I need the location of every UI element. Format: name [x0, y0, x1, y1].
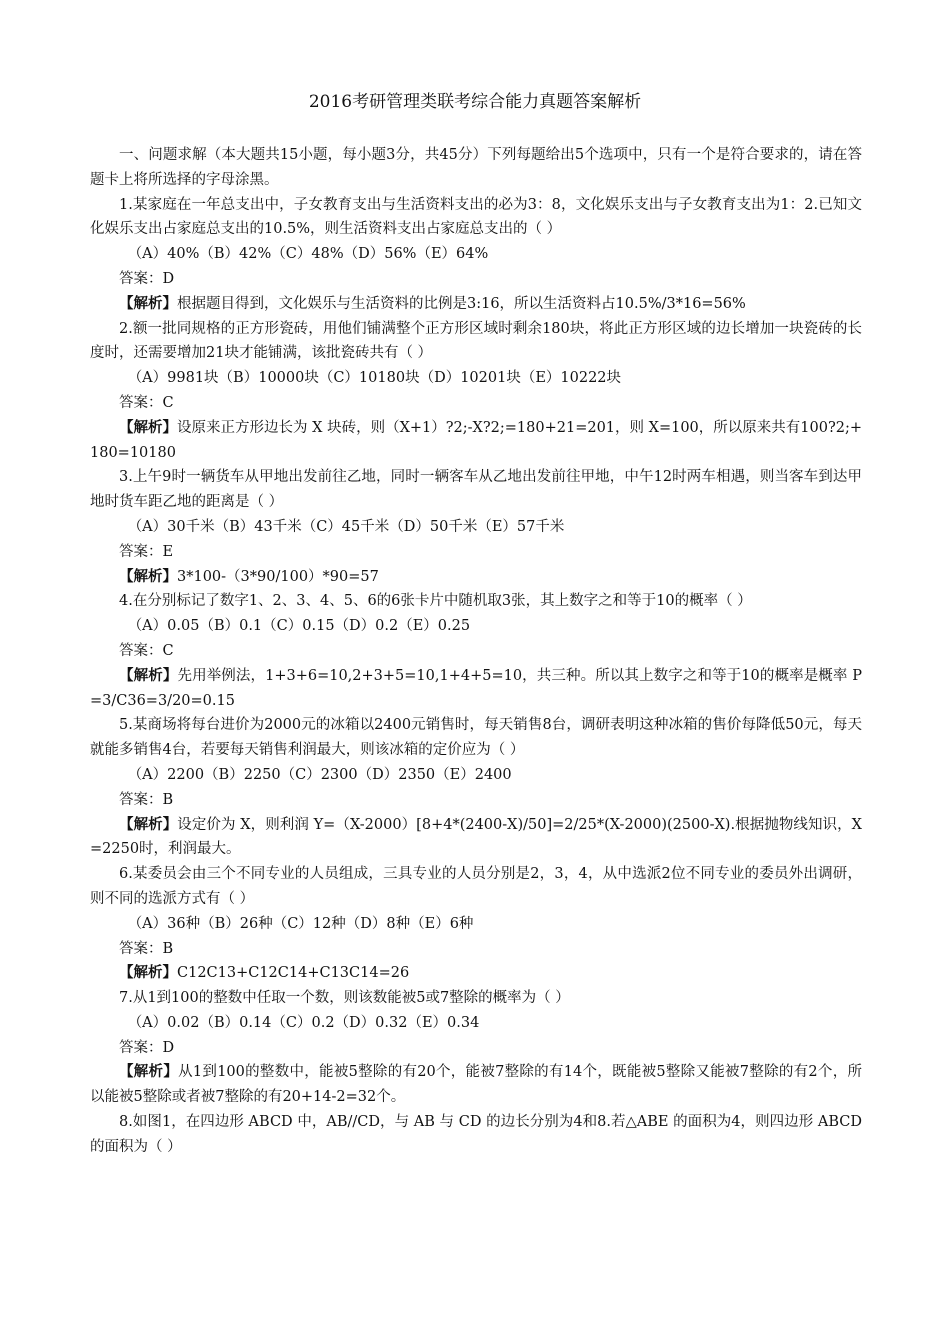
question-stem: 1.某家庭在一年总支出中，子女教育支出与生活资料支出的必为3：8，文化娱乐支出与子女教育支出为1：2.已知文化娱乐支出占家庭总支出的10.5%，则生活资料支出占家庭总支出的（ ）	[90, 196, 862, 238]
question-options: （A）9981块（B）10000块（C）10180块（D）10201块（E）10222块	[127, 370, 622, 387]
question-options: （A）40%（B）42%（C）48%（D）56%（E）64%	[127, 246, 489, 263]
question-analysis	[90, 813, 862, 863]
question-analysis	[90, 961, 862, 986]
analysis-tag: 【解析】	[119, 1063, 179, 1081]
analysis-text: 先用举例法，1+3+6=10,2+3+5=10,1+4+5=10，共三种。所以其上数字之和等于10的概率是概率 P=3/C36=3/20=0.15	[90, 667, 863, 709]
analysis-text: 根据题目得到，文化娱乐与生活资料的比例是3:16，所以生活资料占10.5%/3*16=56%	[177, 295, 746, 312]
page-title: 2016考研管理类联考综合能力真题答案解析	[308, 92, 642, 112]
question-answer: 答案：C	[119, 394, 174, 411]
question-answer: 答案：D	[119, 1039, 175, 1056]
question-answer: 答案：B	[119, 791, 174, 808]
question-stem: 2.额一批同规格的正方形瓷砖，用他们铺满整个正方形区域时剩余180块，将此正方形区域的边长增加一块瓷砖的长度时，还需要增加21块才能铺满，该批瓷砖共有（ ）	[90, 320, 862, 362]
analysis-text: 设定价为 X，则利润 Y=（X-2000）[8+4*(2400-X)/50]=2/25*(X-2000)(2500-X).根据抛物线知识，X=2250时，利润最大。	[90, 816, 862, 858]
question-answer: 答案：B	[119, 940, 174, 957]
analysis-tag: 【解析】	[119, 294, 177, 312]
analysis-tag: 【解析】	[119, 666, 178, 684]
question-options: （A）30千米（B）43千米（C）45千米（D）50千米（E）57千米	[127, 518, 565, 535]
question-analysis	[90, 565, 862, 590]
analysis-text: 3*100-（3*90/100）*90=57	[177, 568, 379, 585]
question-stem: 5.某商场将每台进价为2000元的冰箱以2400元销售时，每天销售8台，调研表明这种冰箱的售价每降低50元，每天就能多销售4台，若要每天销售利润最大，则该冰箱的定价应为（ ）	[90, 717, 862, 759]
question-analysis	[90, 292, 862, 317]
question-answer: 答案：D	[119, 270, 175, 287]
analysis-tag: 【解析】	[119, 815, 178, 833]
question-options: （A）0.02（B）0.14（C）0.2（D）0.32（E）0.34	[127, 1014, 480, 1031]
question-stem: 3.上午9时一辆货车从甲地出发前往乙地，同时一辆客车从乙地出发前往甲地，中午12时两车相遇，则当客车到达甲地时货车距乙地的距离是（ ）	[90, 469, 862, 511]
question-analysis	[90, 1060, 862, 1110]
question-answer: 答案：E	[119, 543, 174, 560]
section-intro: 一、问题求解（本大题共15小题，每小题3分，共45分）下列每题给出5个选项中，只有一个是符合要求的，请在答题卡上将所选择的字母涂黑。	[90, 147, 862, 188]
document-body	[90, 143, 862, 1160]
analysis-text: 设原来正方形边长为 X 块砖，则（X+1）?2;-X?2;=180+21=201，则 X=100，所以原来共有100?2;+180=10180	[90, 419, 863, 461]
analysis-tag: 【解析】	[119, 567, 177, 585]
analysis-text: C12C13+C12C14+C13C14=26	[177, 965, 410, 982]
question-analysis	[90, 664, 862, 714]
question-stem: 4.在分别标记了数字1、2、3、4、5、6的6张卡片中随机取3张，其上数字之和等于10的概率（ ）	[119, 593, 752, 610]
analysis-tag: 【解析】	[119, 964, 177, 982]
analysis-text: 从1到100的整数中，能被5整除的有20个，能被7整除的有14个，既能被5整除又能被7整除的有2个，所以能被5整除或者被7整除的有20+14-2=32个。	[90, 1064, 862, 1106]
question-stem: 7.从1到100的整数中任取一个数，则该数能被5或7整除的概率为（ ）	[119, 990, 570, 1007]
question-options: （A）2200（B）2250（C）2300（D）2350（E）2400	[127, 766, 512, 783]
question-options: （A）36种（B）26种（C）12种（D）8种（E）6种	[127, 915, 474, 932]
question-answer: 答案：C	[119, 642, 174, 659]
question-stem: 8.如图1，在四边形 ABCD 中，AB//CD，与 AB 与 CD 的边长分别为4和8.若△ABE 的面积为4，则四边形 ABCD 的面积为（ ）	[90, 1114, 862, 1155]
analysis-tag: 【解析】	[119, 418, 178, 436]
question-stem: 6.某委员会由三个不同专业的人员组成，三具专业的人员分别是2，3，4，从中选派2位不同专业的委员外出调研，则不同的选派方式有（ ）	[90, 866, 862, 907]
question-analysis	[90, 416, 862, 466]
question-options: （A）0.05（B）0.1（C）0.15（D）0.2（E）0.25	[127, 618, 471, 635]
